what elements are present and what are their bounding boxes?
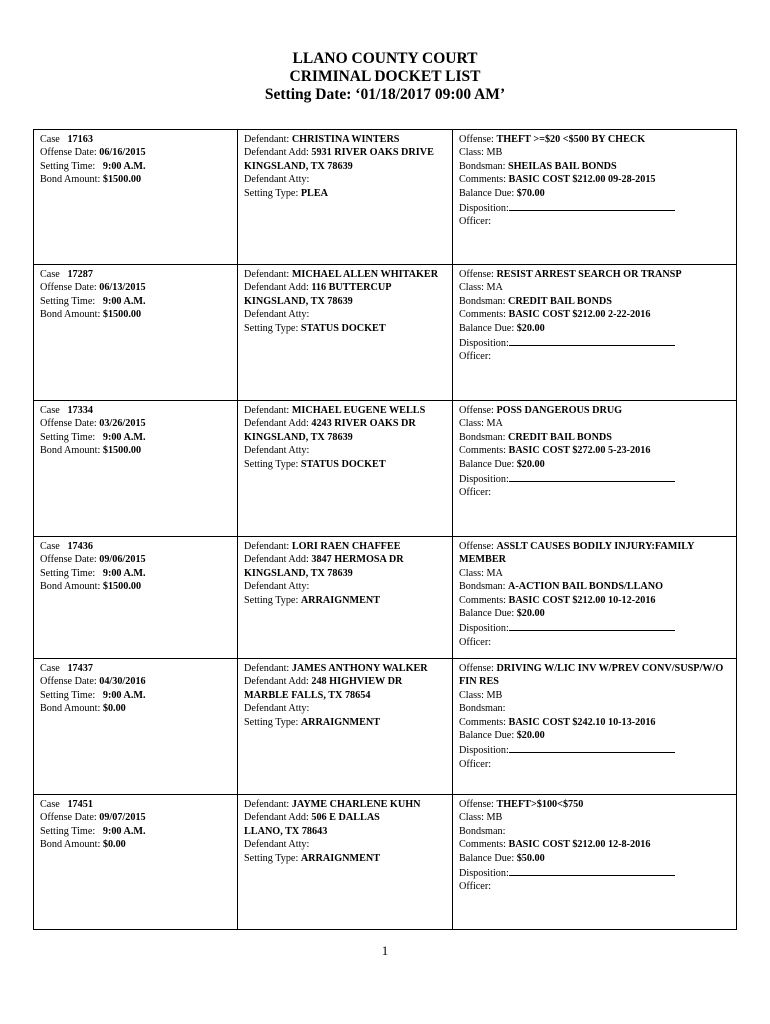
defendant-address-line: Defendant Add: 506 E DALLAS [244,812,380,824]
disposition-line: Disposition: [459,742,730,757]
defendant-city-line: KINGSLAND, TX 78639 [244,160,353,172]
offense-cell [453,265,737,401]
setting-type-line: Setting Type: ARRAIGNMENT [244,716,381,728]
case-row [34,659,737,795]
disposition-line: Disposition: [459,335,730,350]
balance-due-line: Balance Due: $20.00 [459,322,545,334]
offense-line: Offense: THEFT>$100<$750 [459,799,584,810]
bond-amount-line: Bond Amount: $0.00 [40,703,126,715]
disposition-blank [509,620,675,631]
setting-time-line: Setting Time: 9:00 A.M. [40,825,146,837]
officer-line: Officer: [459,216,492,228]
defendant-address-line: Defendant Add: 248 HIGHVIEW DR [244,676,403,688]
officer-line: Officer: [459,636,492,648]
balance-due-line: Balance Due: $70.00 [459,187,545,199]
bondsman-line: Bondsman: [459,825,506,837]
offense-cell [453,537,737,659]
defendant-cell [238,795,453,930]
class-line: Class: MB [459,812,503,824]
offense-date-line: Offense Date: 04/30/2016 [40,676,146,688]
page-number: 1 [381,943,389,958]
case-row [34,795,737,930]
case-row [34,130,737,265]
comments-line: Comments: BASIC COST $212.00 10-12-2016 [459,594,656,606]
bond-amount-line: Bond Amount: $1500.00 [40,174,142,186]
officer-line: Officer: [459,487,492,499]
bond-amount-line: Bond Amount: $0.00 [40,839,126,851]
offense-line: Offense: ASSLT CAUSES BODILY INJURY:FAMILY MEMBER [459,541,695,566]
case-number-line: Case 17334 [40,405,93,416]
disposition-blank [509,335,675,346]
bondsman-line: Bondsman: A-ACTION BAIL BONDS/LLANO [459,581,664,593]
balance-due-line: Balance Due: $50.00 [459,852,545,864]
bondsman-line: Bondsman: CREDIT BAIL BONDS [459,431,612,443]
officer-line: Officer: [459,351,492,363]
defendant-cell [238,130,453,265]
setting-type-line: Setting Type: STATUS DOCKET [244,322,386,334]
comments-line: Comments: BASIC COST $212.00 12-8-2016 [459,839,651,851]
setting-type-line: Setting Type: ARRAIGNMENT [244,594,381,606]
bondsman-line: Bondsman: [459,703,506,715]
officer-line: Officer: [459,881,492,893]
offense-date-line: Offense Date: 06/16/2015 [40,147,146,159]
docket-body [34,130,737,930]
balance-due-line: Balance Due: $20.00 [459,608,545,620]
case-info-cell [34,659,238,795]
balance-due-line: Balance Due: $20.00 [459,458,545,470]
case-number-line: Case 17451 [40,799,93,810]
offense-line: Offense: DRIVING W/LIC INV W/PREV CONV/SUSP/W/O FIN RES [459,663,724,688]
case-row [34,265,737,401]
docket-table [33,129,737,930]
defendant-cell [238,265,453,401]
disposition-blank [509,471,675,482]
comments-line: Comments: BASIC COST $212.00 2-22-2016 [459,309,651,321]
offense-date-line: Offense Date: 03/26/2015 [40,418,146,430]
disposition-blank [509,865,675,876]
defendant-atty-line: Defendant Atty: [244,581,310,593]
defendant-address-line: Defendant Add: 4243 RIVER OAKS DR [244,418,416,430]
bondsman-line: Bondsman: SHEILAS BAIL BONDS [459,160,617,172]
defendant-address-line: Defendant Add: 116 BUTTERCUP [244,282,392,294]
case-number-line: Case 17436 [40,541,93,552]
comments-line: Comments: BASIC COST $212.00 09-28-2015 [459,174,656,186]
defendant-name-line: Defendant: JAMES ANTHONY WALKER [244,663,428,674]
offense-cell [453,130,737,265]
case-row [34,401,737,537]
case-info-cell [34,795,238,930]
case-number-line: Case 17287 [40,269,93,280]
disposition-blank [509,200,675,211]
setting-time-line: Setting Time: 9:00 A.M. [40,431,146,443]
case-number-line: Case 17437 [40,663,93,674]
defendant-name-line: Defendant: MICHAEL EUGENE WELLS [244,405,426,416]
offense-cell [453,659,737,795]
defendant-city-line: KINGSLAND, TX 78639 [244,567,353,579]
offense-line: Offense: POSS DANGEROUS DRUG [459,405,623,416]
offense-date-line: Offense Date: 06/13/2015 [40,282,146,294]
balance-due-line: Balance Due: $20.00 [459,730,545,742]
case-info-cell [34,265,238,401]
document-header [0,50,770,104]
defendant-address-line: Defendant Add: 5931 RIVER OAKS DRIVE [244,147,434,159]
defendant-name-line: Defendant: CHRISTINA WINTERS [244,134,400,145]
defendant-cell [238,537,453,659]
offense-line: Offense: RESIST ARREST SEARCH OR TRANSP [459,269,682,280]
setting-time-line: Setting Time: 9:00 A.M. [40,295,146,307]
court-name: LLANO COUNTY COURT [292,50,478,67]
offense-cell [453,401,737,537]
setting-type-line: Setting Type: PLEA [244,187,328,199]
class-line: Class: MB [459,147,503,159]
setting-time-line: Setting Time: 9:00 A.M. [40,567,146,579]
defendant-city-line: LLANO, TX 78643 [244,825,328,837]
bondsman-line: Bondsman: CREDIT BAIL BONDS [459,295,612,307]
defendant-city-line: MARBLE FALLS, TX 78654 [244,689,371,701]
docket-list-title: CRIMINAL DOCKET LIST [289,68,481,85]
setting-type-line: Setting Type: ARRAIGNMENT [244,852,381,864]
defendant-address-line: Defendant Add: 3847 HERMOSA DR [244,554,404,566]
defendant-cell [238,401,453,537]
defendant-cell [238,659,453,795]
offense-line: Offense: THEFT >=$20 <$500 BY CHECK [459,134,646,145]
defendant-name-line: Defendant: JAYME CHARLENE KUHN [244,799,421,810]
setting-type-line: Setting Type: STATUS DOCKET [244,458,386,470]
comments-line: Comments: BASIC COST $242.10 10-13-2016 [459,716,656,728]
class-line: Class: MA [459,282,503,294]
bond-amount-line: Bond Amount: $1500.00 [40,445,142,457]
case-info-cell [34,401,238,537]
bond-amount-line: Bond Amount: $1500.00 [40,581,142,593]
defendant-atty-line: Defendant Atty: [244,703,310,715]
case-number-line: Case 17163 [40,134,93,145]
offense-date-line: Offense Date: 09/06/2015 [40,554,146,566]
defendant-name-line: Defendant: MICHAEL ALLEN WHITAKER [244,269,439,280]
disposition-blank [509,742,675,753]
class-line: Class: MB [459,689,503,701]
defendant-atty-line: Defendant Atty: [244,839,310,851]
class-line: Class: MA [459,567,503,579]
bond-amount-line: Bond Amount: $1500.00 [40,309,142,321]
defendant-name-line: Defendant: LORI RAEN CHAFFEE [244,541,401,552]
disposition-line: Disposition: [459,200,730,215]
setting-time-line: Setting Time: 9:00 A.M. [40,689,146,701]
defendant-atty-line: Defendant Atty: [244,445,310,457]
offense-cell [453,795,737,930]
comments-line: Comments: BASIC COST $272.00 5-23-2016 [459,445,651,457]
disposition-line: Disposition: [459,471,730,486]
disposition-line: Disposition: [459,620,730,635]
class-line: Class: MA [459,418,503,430]
case-info-cell [34,537,238,659]
case-row [34,537,737,659]
setting-time-line: Setting Time: 9:00 A.M. [40,160,146,172]
disposition-line: Disposition: [459,865,730,880]
defendant-city-line: KINGSLAND, TX 78639 [244,431,353,443]
setting-date: Setting Date: ‘01/18/2017 09:00 AM’ [264,86,506,103]
defendant-city-line: KINGSLAND, TX 78639 [244,295,353,307]
case-info-cell [34,130,238,265]
officer-line: Officer: [459,758,492,770]
defendant-atty-line: Defendant Atty: [244,309,310,321]
offense-date-line: Offense Date: 09/07/2015 [40,812,146,824]
defendant-atty-line: Defendant Atty: [244,174,310,186]
